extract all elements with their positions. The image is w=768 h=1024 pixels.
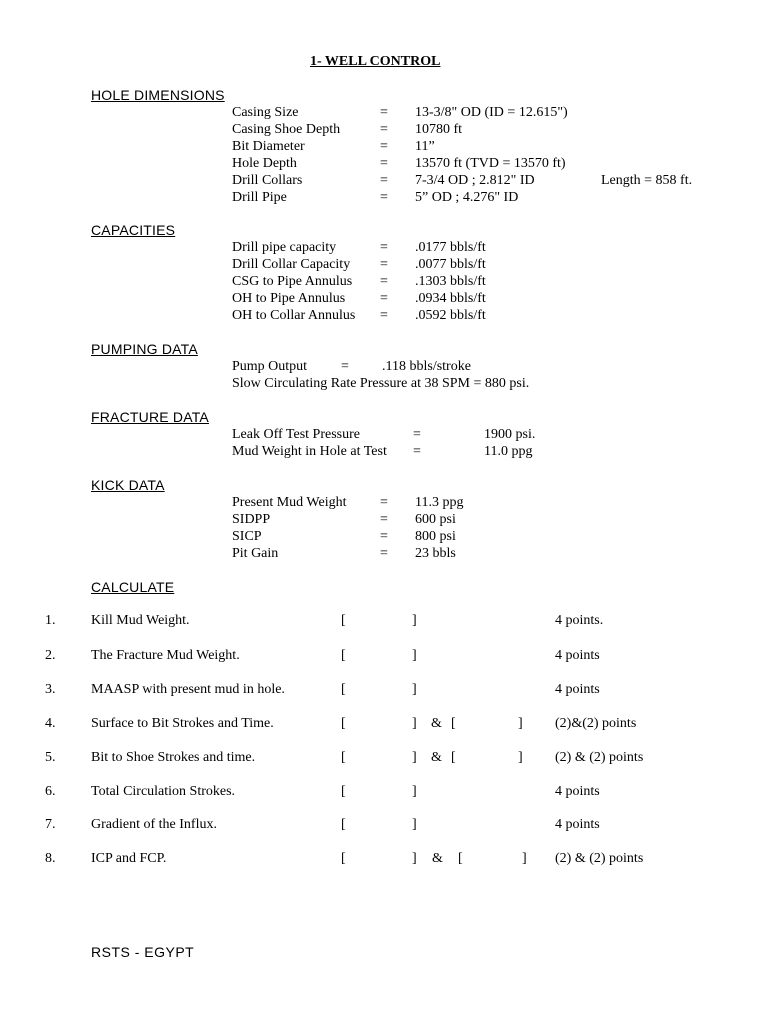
answer-bracket-open: [ [341, 648, 346, 663]
answer-bracket-open: [ [451, 716, 456, 731]
calc-item-points: (2)&(2) points [555, 716, 637, 731]
ampersand: & [431, 750, 442, 765]
answer-bracket-open: [ [341, 613, 346, 628]
calc-item-number: 4. [45, 716, 56, 731]
hole-dimension-value: 13-3/8" OD (ID = 12.615") [415, 105, 568, 120]
capacity-label: OH to Collar Annulus [232, 308, 356, 323]
calc-item-text: The Fracture Mud Weight. [91, 648, 240, 663]
answer-bracket-close: ] [412, 784, 417, 799]
kick-equals: = [380, 495, 388, 510]
answer-bracket-open: [ [341, 851, 346, 866]
calc-item-points: 4 points [555, 817, 600, 832]
calc-item-points: 4 points [555, 648, 600, 663]
capacities-heading: CAPACITIES [91, 222, 176, 238]
fracture-value: 1900 psi. [484, 427, 536, 442]
answer-bracket-open: [ [451, 750, 456, 765]
answer-bracket-open: [ [458, 851, 463, 866]
pumping-data-heading: PUMPING DATA [91, 341, 198, 357]
hole-dimension-label: Drill Collars [232, 173, 303, 188]
kick-label: SIDPP [232, 512, 271, 527]
calc-item-text: Bit to Shoe Strokes and time. [91, 750, 256, 765]
calc-item-text: Surface to Bit Strokes and Time. [91, 716, 274, 731]
calc-item-number: 6. [45, 784, 56, 799]
answer-bracket-open: [ [341, 817, 346, 832]
calc-item-number: 8. [45, 851, 56, 866]
calc-item-text: ICP and FCP. [91, 851, 167, 866]
answer-bracket-close: ] [412, 716, 417, 731]
hole-dimension-value: 11” [415, 139, 435, 154]
kick-value: 23 bbls [415, 546, 456, 561]
capacity-equals: = [380, 274, 388, 289]
capacity-equals: = [380, 291, 388, 306]
fracture-equals: = [413, 427, 421, 442]
ampersand: & [432, 851, 443, 866]
calc-item-points: 4 points [555, 784, 600, 799]
kick-data-heading: KICK DATA [91, 477, 165, 493]
capacity-value: .0934 bbls/ft [415, 291, 486, 306]
capacity-label: OH to Pipe Annulus [232, 291, 346, 306]
kick-value: 11.3 ppg [415, 495, 464, 510]
calc-item-text: Total Circulation Strokes. [91, 784, 236, 799]
page-title: 1- WELL CONTROL [310, 54, 441, 69]
capacity-equals: = [380, 240, 388, 255]
calculate-heading: CALCULATE [91, 579, 175, 595]
pump-output-label: Pump Output [232, 359, 308, 374]
kick-equals: = [380, 546, 388, 561]
footer-text: RSTS - EGYPT [91, 944, 195, 960]
calc-item-number: 3. [45, 682, 56, 697]
kick-label: SICP [232, 529, 262, 544]
answer-bracket-close: ] [412, 817, 417, 832]
calc-item-points: 4 points. [555, 613, 604, 628]
hole-dimension-value: 13570 ft (TVD = 13570 ft) [415, 156, 566, 171]
hole-dimension-equals: = [380, 173, 388, 188]
answer-bracket-close: ] [412, 750, 417, 765]
pump-output-equals: = [341, 359, 349, 374]
answer-bracket-close: ] [412, 613, 417, 628]
answer-bracket-close: ] [412, 682, 417, 697]
ampersand: & [431, 716, 442, 731]
calc-item-text: Gradient of the Influx. [91, 817, 217, 832]
calc-item-text: Kill Mud Weight. [91, 613, 190, 628]
hole-dimension-extra: Length = 858 ft. [601, 173, 693, 188]
hole-dimensions-heading: HOLE DIMENSIONS [91, 87, 225, 103]
hole-dimension-equals: = [380, 122, 388, 137]
hole-dimension-equals: = [380, 190, 388, 205]
hole-dimension-value: 5” OD ; 4.276" ID [415, 190, 519, 205]
kick-equals: = [380, 529, 388, 544]
hole-dimension-label: Drill Pipe [232, 190, 287, 205]
answer-bracket-close: ] [412, 851, 417, 866]
capacity-label: CSG to Pipe Annulus [232, 274, 353, 289]
hole-dimension-value: 7-3/4 OD ; 2.812" ID [415, 173, 535, 188]
hole-dimension-equals: = [380, 156, 388, 171]
answer-bracket-open: [ [341, 682, 346, 697]
fracture-data-heading: FRACTURE DATA [91, 409, 209, 425]
kick-value: 800 psi [415, 529, 456, 544]
hole-dimension-label: Casing Shoe Depth [232, 122, 341, 137]
pump-output-value: .118 bbls/stroke [382, 359, 471, 374]
answer-bracket-open: [ [341, 784, 346, 799]
capacity-value: .0592 bbls/ft [415, 308, 486, 323]
capacity-value: .0077 bbls/ft [415, 257, 486, 272]
fracture-label: Leak Off Test Pressure [232, 427, 360, 442]
answer-bracket-close: ] [412, 648, 417, 663]
capacity-value: .0177 bbls/ft [415, 240, 486, 255]
capacity-label: Drill Collar Capacity [232, 257, 351, 272]
capacity-equals: = [380, 308, 388, 323]
capacity-value: .1303 bbls/ft [415, 274, 486, 289]
capacity-label: Drill pipe capacity [232, 240, 337, 255]
calc-item-text: MAASP with present mud in hole. [91, 682, 285, 697]
kick-label: Pit Gain [232, 546, 279, 561]
calc-item-points: (2) & (2) points [555, 750, 644, 765]
answer-bracket-open: [ [341, 716, 346, 731]
fracture-equals: = [413, 444, 421, 459]
fracture-value: 11.0 ppg [484, 444, 533, 459]
calc-item-points: (2) & (2) points [555, 851, 644, 866]
kick-label: Present Mud Weight [232, 495, 347, 510]
kick-value: 600 psi [415, 512, 456, 527]
kick-equals: = [380, 512, 388, 527]
calc-item-number: 5. [45, 750, 56, 765]
hole-dimension-label: Bit Diameter [232, 139, 305, 154]
answer-bracket-close: ] [522, 851, 527, 866]
calc-item-points: 4 points [555, 682, 600, 697]
fracture-label: Mud Weight in Hole at Test [232, 444, 387, 459]
hole-dimension-value: 10780 ft [415, 122, 463, 137]
hole-dimension-equals: = [380, 139, 388, 154]
capacity-equals: = [380, 257, 388, 272]
calc-item-number: 2. [45, 648, 56, 663]
answer-bracket-close: ] [518, 750, 523, 765]
answer-bracket-open: [ [341, 750, 346, 765]
slow-circulating-rate-line: Slow Circulating Rate Pressure at 38 SPM = 880 psi. [232, 376, 530, 391]
calc-item-number: 7. [45, 817, 56, 832]
hole-dimension-equals: = [380, 105, 388, 120]
calc-item-number: 1. [45, 613, 56, 628]
answer-bracket-close: ] [518, 716, 523, 731]
hole-dimension-label: Casing Size [232, 105, 299, 120]
hole-dimension-label: Hole Depth [232, 156, 297, 171]
